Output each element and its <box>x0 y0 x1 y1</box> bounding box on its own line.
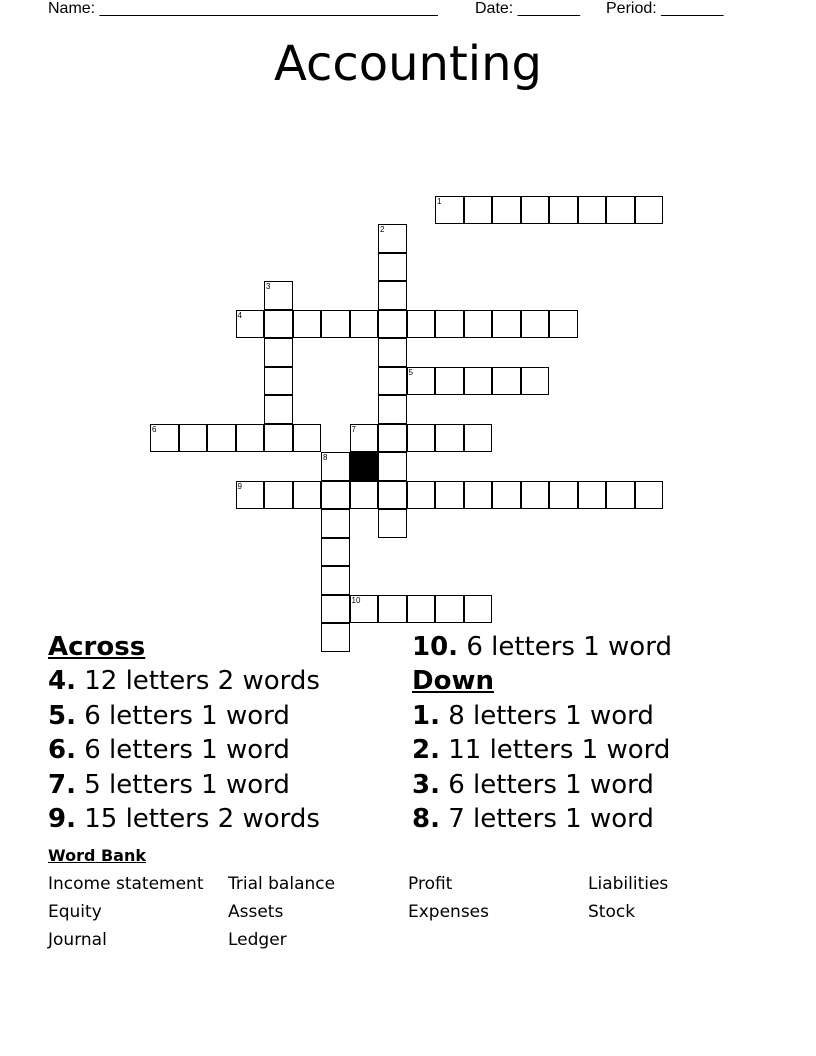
crossword-cell[interactable] <box>407 595 436 624</box>
clue-number: 5. <box>48 700 76 731</box>
name-field-label[interactable]: Name: ______________________________________ <box>48 0 438 17</box>
clue-number: 1. <box>412 700 440 731</box>
clue-text: 8 letters 1 word <box>439 700 654 731</box>
crossword-cell[interactable] <box>293 310 322 339</box>
crossword-cell[interactable] <box>378 481 407 510</box>
crossword-cell[interactable] <box>321 481 350 510</box>
crossword-cell[interactable] <box>378 395 407 424</box>
crossword-cell[interactable] <box>321 509 350 538</box>
crossword-cell[interactable] <box>378 509 407 538</box>
crossword-cell[interactable] <box>435 310 464 339</box>
crossword-cell[interactable] <box>464 310 493 339</box>
clue-number-label: 1 <box>437 196 442 206</box>
clue-across-10 <box>412 630 672 664</box>
crossword-cell[interactable] <box>264 395 293 424</box>
crossword-cell[interactable] <box>378 281 407 310</box>
clue-number: 7. <box>48 769 76 800</box>
crossword-cell[interactable] <box>321 566 350 595</box>
crossword-cell[interactable] <box>492 481 521 510</box>
crossword-cell[interactable] <box>293 481 322 510</box>
clue-down-3 <box>412 768 672 802</box>
crossword-cell[interactable] <box>464 196 493 225</box>
crossword-cell[interactable] <box>264 338 293 367</box>
word-bank-item: Income statement <box>48 874 204 894</box>
crossword-cell[interactable] <box>378 338 407 367</box>
clues-right-column <box>412 630 672 836</box>
crossword-cell[interactable] <box>321 538 350 567</box>
crossword-cell[interactable] <box>321 595 350 624</box>
clue-number: 3. <box>412 769 440 800</box>
word-bank-item: Expenses <box>408 902 489 922</box>
crossword-cell[interactable] <box>378 224 407 253</box>
clue-number: 10. <box>412 632 459 662</box>
crossword-cell[interactable] <box>521 481 550 510</box>
word-bank-item: Ledger <box>228 930 287 950</box>
crossword-cell[interactable] <box>236 481 265 510</box>
word-bank-item: Stock <box>588 902 636 922</box>
crossword-cell[interactable] <box>378 452 407 481</box>
crossword-cell[interactable] <box>264 310 293 339</box>
crossword-cell[interactable] <box>350 310 379 339</box>
crossword-cell[interactable] <box>407 424 436 453</box>
crossword-cell[interactable] <box>549 196 578 225</box>
crossword-cell[interactable] <box>207 424 236 453</box>
crossword-cell[interactable] <box>635 481 664 510</box>
crossword-cell[interactable] <box>378 310 407 339</box>
crossword-cell[interactable] <box>606 196 635 225</box>
clue-across-5 <box>48 699 320 733</box>
word-bank-item: Profit <box>408 874 453 894</box>
clue-text: 6 letters 1 word <box>439 769 654 800</box>
crossword-cell[interactable] <box>521 310 550 339</box>
crossword-cell[interactable] <box>407 310 436 339</box>
clue-text: 12 letters 2 words <box>75 666 320 697</box>
clue-number: 8. <box>412 804 440 835</box>
word-bank-item: Equity <box>48 902 102 922</box>
clue-text: 6 letters 1 word <box>458 632 672 662</box>
crossword-cell[interactable] <box>578 196 607 225</box>
crossword-cell[interactable] <box>378 424 407 453</box>
crossword-cell[interactable] <box>264 281 293 310</box>
blocked-cell <box>350 452 379 481</box>
crossword-cell[interactable] <box>293 424 322 453</box>
crossword-cell[interactable] <box>350 595 379 624</box>
crossword-cell[interactable] <box>464 367 493 396</box>
crossword-cell[interactable] <box>464 424 493 453</box>
crossword-cell[interactable] <box>407 367 436 396</box>
clue-across-4 <box>48 664 320 698</box>
clue-number-label: 3 <box>266 282 271 291</box>
word-bank-title: Word Bank <box>48 846 147 865</box>
clue-across-7 <box>48 768 320 802</box>
word-bank-item: Liabilities <box>588 874 669 894</box>
clue-number: 4. <box>48 666 76 697</box>
crossword-cell[interactable] <box>350 481 379 510</box>
crossword-cell[interactable] <box>635 196 664 225</box>
clue-number-label: 6 <box>152 424 157 434</box>
clue-number-label: 8 <box>323 453 328 462</box>
crossword-cell[interactable] <box>264 424 293 453</box>
crossword-cell[interactable] <box>549 481 578 510</box>
clue-number-label: 2 <box>380 225 385 234</box>
clue-across-9 <box>48 802 320 836</box>
crossword-cell[interactable] <box>321 310 350 339</box>
clue-number-label: 7 <box>351 424 356 434</box>
clue-number-label: 5 <box>408 367 413 377</box>
clue-number-label: 10 <box>351 595 361 605</box>
crossword-cell[interactable] <box>236 424 265 453</box>
crossword-cell[interactable] <box>464 595 493 624</box>
crossword-cell[interactable] <box>407 481 436 510</box>
clue-text: 15 letters 2 words <box>75 804 320 835</box>
clue-text: 6 letters 1 word <box>75 700 290 731</box>
crossword-cell[interactable] <box>378 367 407 396</box>
clues-left-column <box>48 630 320 836</box>
crossword-cell[interactable] <box>321 452 350 481</box>
crossword-cell[interactable] <box>350 424 379 453</box>
crossword-cell[interactable] <box>321 623 350 652</box>
crossword-cell[interactable] <box>435 367 464 396</box>
clue-number: 2. <box>412 735 440 766</box>
crossword-cell[interactable] <box>492 310 521 339</box>
crossword-cell[interactable] <box>492 196 521 225</box>
word-bank-item: Journal <box>48 930 107 950</box>
date-field-label[interactable]: Date: _______ <box>475 0 580 17</box>
clue-down-2 <box>412 733 672 767</box>
crossword-cell[interactable] <box>492 367 521 396</box>
crossword-cell[interactable] <box>521 367 550 396</box>
clue-text: 7 letters 1 word <box>439 804 654 835</box>
crossword-cell[interactable] <box>179 424 208 453</box>
crossword-cell[interactable] <box>606 481 635 510</box>
down-heading: Down <box>412 666 494 697</box>
crossword-cell[interactable] <box>264 367 293 396</box>
clue-number: 9. <box>48 804 76 835</box>
crossword-cell[interactable] <box>236 310 265 339</box>
crossword-cell[interactable] <box>578 481 607 510</box>
clue-text: 5 letters 1 word <box>75 769 290 800</box>
clue-number-label: 4 <box>237 310 242 320</box>
clue-down-1 <box>412 699 672 733</box>
crossword-cell[interactable] <box>378 253 407 282</box>
word-bank-item: Trial balance <box>228 874 336 894</box>
page-title: Accounting <box>273 36 543 92</box>
period-field-label[interactable]: Period: _______ <box>606 0 724 17</box>
crossword-cell[interactable] <box>435 424 464 453</box>
clue-across-6 <box>48 733 320 767</box>
clue-text: 6 letters 1 word <box>75 735 290 766</box>
crossword-cell[interactable] <box>435 595 464 624</box>
crossword-cell[interactable] <box>435 481 464 510</box>
across-heading: Across <box>48 632 146 662</box>
crossword-cell[interactable] <box>378 595 407 624</box>
clue-text: 11 letters 1 word <box>439 735 671 766</box>
crossword-cell[interactable] <box>464 481 493 510</box>
word-bank-item: Assets <box>228 902 284 922</box>
clue-down-8 <box>412 802 672 836</box>
crossword-cell[interactable] <box>521 196 550 225</box>
clue-number-label: 9 <box>237 481 242 491</box>
crossword-cell[interactable] <box>549 310 578 339</box>
crossword-cell[interactable] <box>264 481 293 510</box>
clue-number: 6. <box>48 735 76 766</box>
crossword-cell[interactable] <box>150 424 179 453</box>
crossword-cell[interactable] <box>435 196 464 225</box>
